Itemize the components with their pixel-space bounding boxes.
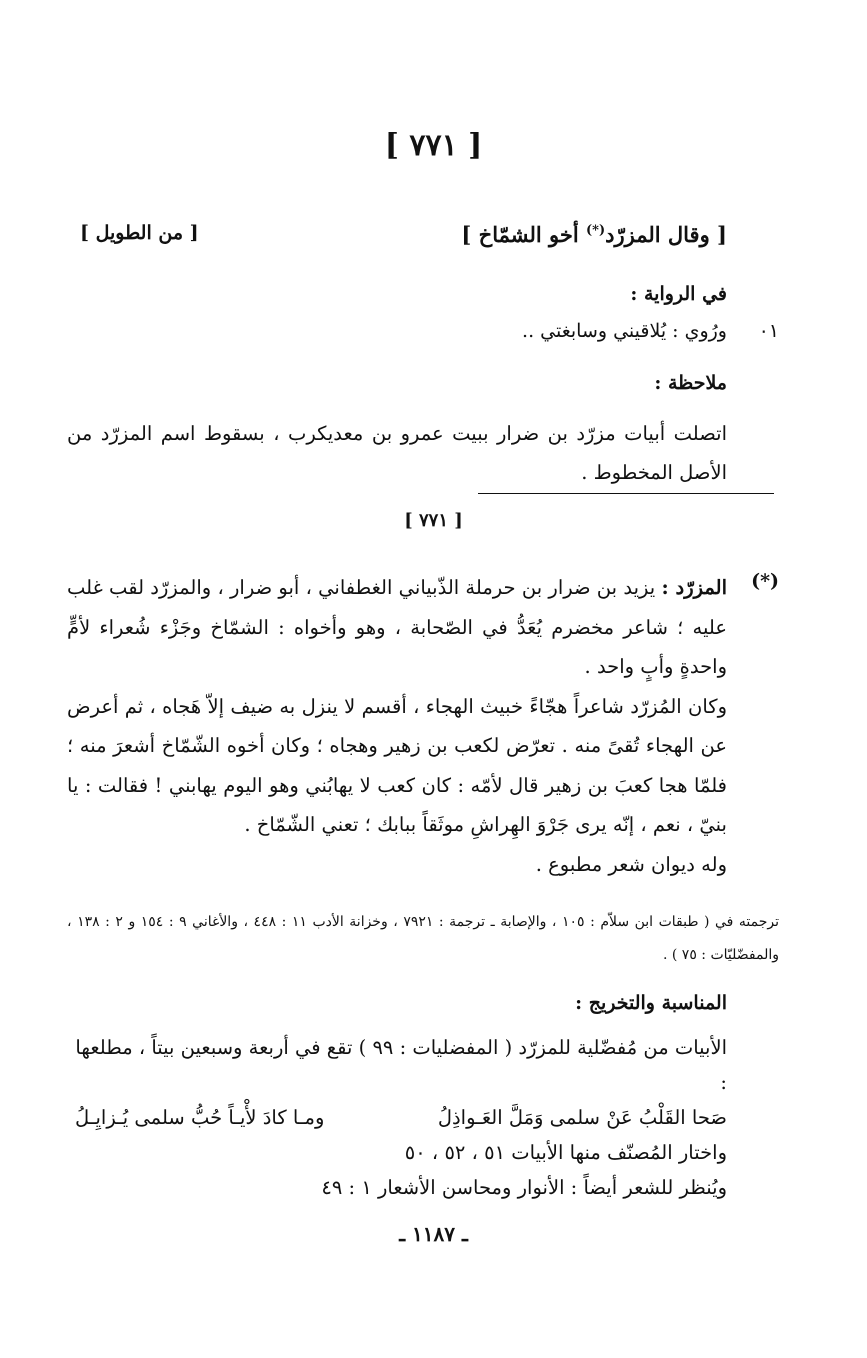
footnote-paragraph-2: وكان المُزرّد شاعراً هجّاءً خبيث الهجاء ، أقسم لا ينزل به ضيف إلاّ هَجاه ، ثم أعرض عن الهجاء تُقىً منه . تعرّض لكعب بن زهير وهجاه ؛ وكان أخوه الشّمّاخ أشعرَ منه ؛ فلمّا هجا كعبَ بن زهير قال لأمّه : كان كعب لا يهابُني وهو اليوم يهابني ! فقالت : يا بنيّ ، نعم ، إنّه يرى جَرْوَ الهِراشِ موثَقاً ببابك ؛ تعني الشّمّاخ . [67, 694, 727, 836]
note-heading: ملاحظة : [654, 372, 727, 394]
verse-second-hemistich: ومـا كادَ لأْيـاً حُبُّ سلمى يُـزايِـلُ [75, 1106, 325, 1129]
footnote-paragraph-1: يزيد بن ضرار بن حرملة الذّبياني الغطفاني ، أبو ضرار ، والمزرّد لقب غلب عليه ؛ شاعر مخضرم يُعَدُّ في الصّحابة ، وهو وأخواه : الشمّاخ وجَزْء شُعراء لأمٍّ واحدةٍ وأبٍ واحد . [67, 576, 727, 678]
munasaba-intro: الأبيات من مُفضّلية للمزرّد ( المفضليات : ٩٩ ) تقع في أربعة وسبعين بيتاً ، مطلعها : [75, 1036, 727, 1094]
munasaba-heading: المناسبة والتخريج : [575, 992, 727, 1014]
entry-number: [ ٧٧١ ] [384, 128, 483, 163]
munasaba-see-also: ويُنظر للشعر أيضاً : الأنوار ومحاسن الأشعار ١ : ٤٩ [321, 1176, 727, 1199]
munasaba-body [67, 1030, 727, 1205]
page-number: ـ ١١٨٧ ـ [399, 1222, 468, 1246]
footnote-body [67, 568, 727, 884]
footnote-lead: المزرّد : [661, 576, 728, 599]
footnote-paragraph-3: وله ديوان شعر مطبوع . [535, 852, 727, 876]
opening-verse [67, 1100, 727, 1135]
poem-heading-text: [ وقال المزرّد [605, 222, 727, 247]
footnote-reference-marker: (*) [586, 223, 606, 238]
note-text: اتصلت أبيات مزرّد بن ضرار ببيت عمرو بن معديكرب ، بسقوط اسم المزرّد من الأصل المخطوط . [67, 422, 727, 484]
verse-first-hemistich: صَحا القَلْبُ عَنْ سلمى وَمَلَّ العَـواذِلُ [437, 1106, 727, 1129]
munasaba-selection: واختار المُصنّف منها الأبيات ٥١ ، ٥٢ ، ٥٠ [404, 1141, 727, 1164]
footnote-marker: (*) [751, 570, 779, 592]
variant-text: ورُوي : يُلاقيني وسابغتي .. [522, 320, 727, 342]
riwaya-heading: في الرواية : [630, 283, 727, 305]
variant-number: ٠١ [758, 320, 779, 342]
notes-divider [478, 493, 774, 494]
notes-section-number: [ ٧٧١ ] [404, 510, 463, 531]
footnote-paragraph [67, 568, 727, 687]
poem-heading [461, 222, 727, 247]
meter-label: [ من الطويل ] [80, 222, 199, 244]
poem-heading-suffix: أخو الشمّاخ ] [461, 222, 579, 247]
biography-references: ترجمته في ( طبقات ابن سلاّم : ١٠٥ ، والإصابة ـ ترجمة : ٧٩٢١ ، وخزانة الأدب ١١ : ٤٤٨ ، والأغاني ٩ : ١٥٤ و ٢ : ١٣٨ ، والمفضّليّات : ٧٥ ) . [67, 914, 779, 963]
